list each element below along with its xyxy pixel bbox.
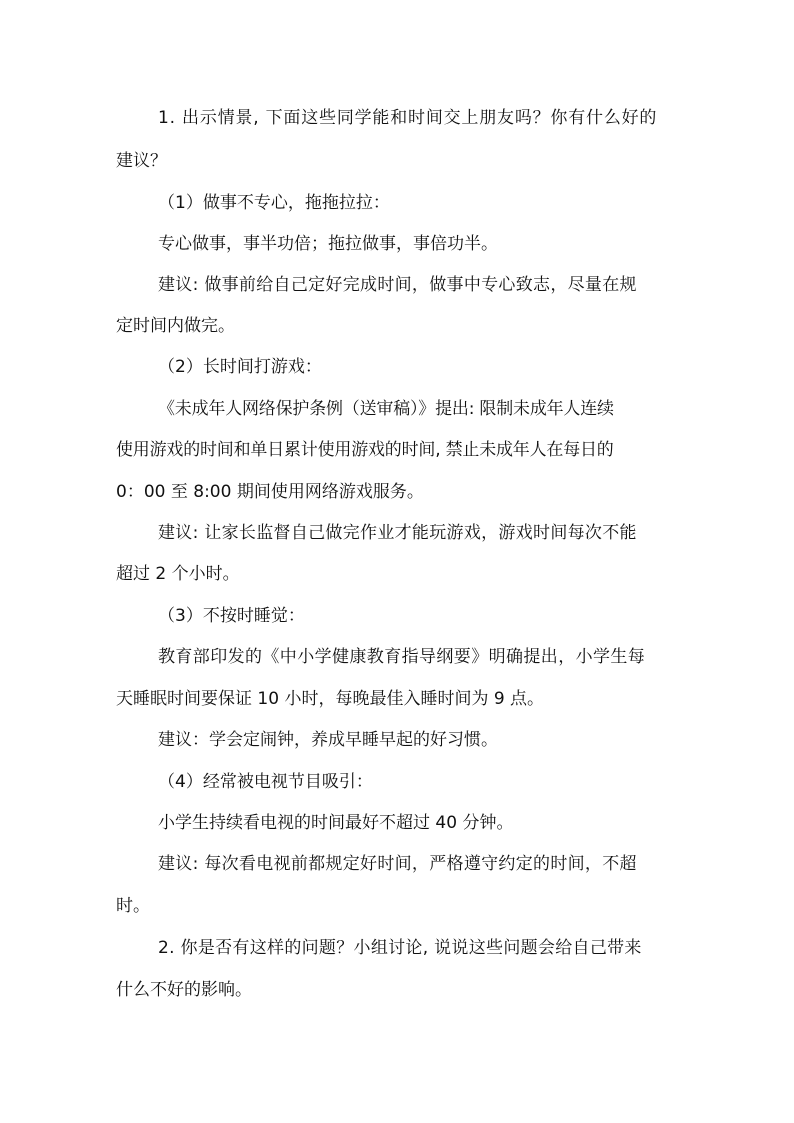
case-3-guideline-line-2: 天睡眠时间要保证 10 小时，每晚最佳入睡时间为 9 点。 — [116, 689, 545, 709]
case-2-regulation-line-2: 使用游戏的时间和单日累计使用游戏的时间, 禁止未成年人在每日的 — [116, 440, 614, 460]
case-2-heading: （2）长时间打游戏： — [158, 357, 322, 377]
case-1-heading: （1）做事不专心，拖拖拉拉： — [158, 193, 390, 213]
case-4-heading: （4）经常被电视节目吸引： — [158, 772, 373, 792]
item-1-question-line-2: 建议？ — [116, 151, 167, 171]
case-2-regulation-line-3: 0：00 至 8:00 期间使用网络游戏服务。 — [116, 482, 424, 502]
case-3-advice: 建议：学会定闹钟，养成早睡早起的好习惯。 — [158, 730, 498, 750]
item-2-question-line-2: 什么不好的影响。 — [116, 980, 252, 1000]
case-4-advice-line-1: 建议: 每次看电视前都规定好时间，严格遵守约定的时间，不超 — [158, 854, 637, 874]
case-1-advice-line-1: 建议: 做事前给自己定好完成时间，做事中专心致志，尽量在规 — [158, 275, 637, 295]
case-2-advice-line-1: 建议: 让家长监督自己做完作业才能玩游戏，游戏时间每次不能 — [158, 523, 637, 543]
item-1-question-line-1: 1. 出示情景, 下面这些同学能和时间交上朋友吗？你有什么好的 — [158, 108, 658, 128]
case-4-fact: 小学生持续看电视的时间最好不超过 40 分钟。 — [158, 813, 514, 833]
case-1-saying: 专心做事，事半功倍；拖拉做事，事倍功半。 — [158, 234, 498, 254]
item-2-question-line-1: 2. 你是否有这样的问题？小组讨论, 说说这些问题会给自己带来 — [158, 938, 642, 958]
case-1-advice-line-2: 定时间内做完。 — [116, 316, 235, 336]
case-4-advice-line-2: 时。 — [116, 896, 150, 916]
case-3-heading: （3）不按时睡觉： — [158, 606, 305, 626]
case-2-regulation-line-1: 《未成年人网络保护条例（送审稿）》提出: 限制未成年人连续 — [158, 399, 614, 419]
case-3-guideline-line-1: 教育部印发的《中小学健康教育指导纲要》明确提出，小学生每 — [158, 647, 646, 667]
case-2-advice-line-2: 超过 2 个小时。 — [116, 564, 240, 584]
